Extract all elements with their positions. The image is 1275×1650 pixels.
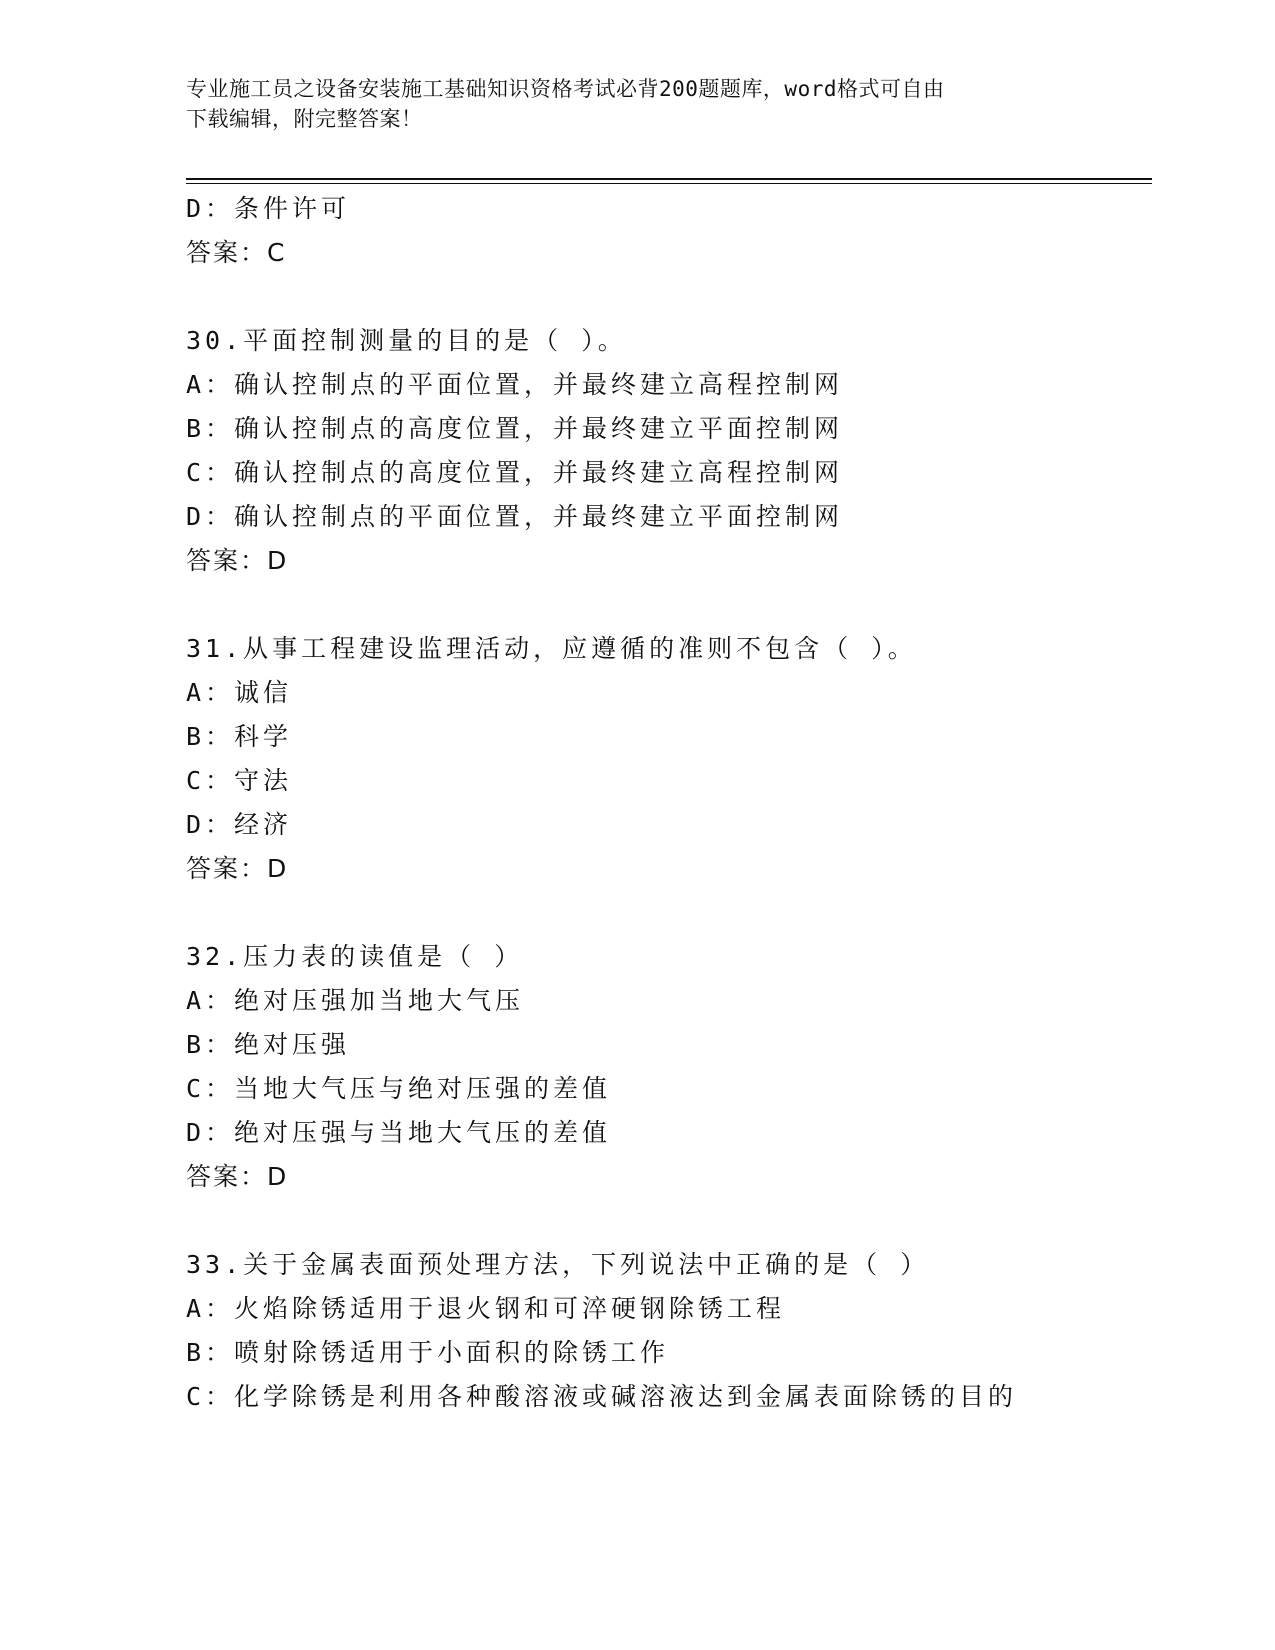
header-divider-thin — [186, 183, 1152, 184]
answer-value: C — [267, 238, 285, 267]
question-31-option-b: B：科学 — [186, 722, 293, 751]
question-30-answer — [186, 545, 286, 577]
question-31-stem: 31.从事工程建设监理活动，应遵循的准则不包含（ ）。 — [186, 634, 917, 663]
question-31-answer — [186, 853, 286, 885]
question-30-option-b: B：确认控制点的高度位置，并最终建立平面控制网 — [186, 414, 844, 443]
question-32-option-a: A：绝对压强加当地大气压 — [186, 986, 525, 1015]
prev-option-d: D：条件许可 — [186, 194, 351, 223]
question-30-option-c: C：确认控制点的高度位置，并最终建立高程控制网 — [186, 458, 844, 487]
answer-label: 答案： — [186, 1162, 268, 1191]
question-32-option-c: C：当地大气压与绝对压强的差值 — [186, 1074, 612, 1103]
question-31-option-c: C：守法 — [186, 766, 293, 795]
question-31-option-a: A：诚信 — [186, 678, 293, 707]
question-32-stem: 32.压力表的读值是（ ） — [186, 942, 524, 971]
question-32-option-b: B：绝对压强 — [186, 1030, 351, 1059]
question-30-stem: 30.平面控制测量的目的是（ ）。 — [186, 326, 627, 355]
question-31-option-d: D：经济 — [186, 810, 293, 839]
answer-value: D — [267, 546, 287, 575]
answer-label: 答案： — [186, 854, 268, 883]
question-33-option-a: A：火焰除锈适用于退火钢和可淬硬钢除锈工程 — [186, 1294, 786, 1323]
answer-value: D — [267, 1162, 287, 1191]
question-30-option-d: D：确认控制点的平面位置，并最终建立平面控制网 — [186, 502, 844, 531]
question-33-stem: 33.关于金属表面预处理方法，下列说法中正确的是（ ） — [186, 1250, 930, 1279]
question-33-option-c: C：化学除锈是利用各种酸溶液或碱溶液达到金属表面除锈的目的 — [186, 1382, 1018, 1411]
question-33-option-b: B：喷射除锈适用于小面积的除锈工作 — [186, 1338, 670, 1367]
question-30-option-a: A：确认控制点的平面位置，并最终建立高程控制网 — [186, 370, 844, 399]
document-header — [186, 74, 1086, 134]
question-32-answer — [186, 1161, 286, 1193]
answer-value: D — [267, 854, 287, 883]
answer-label: 答案： — [186, 238, 268, 267]
header-title-line-2: 下载编辑，附完整答案！ — [186, 107, 423, 131]
header-title-line-1: 专业施工员之设备安装施工基础知识资格考试必背200题题库，word格式可自由 — [186, 77, 945, 101]
question-32-option-d: D：绝对压强与当地大气压的差值 — [186, 1118, 612, 1147]
answer-label: 答案： — [186, 546, 268, 575]
prev-answer — [186, 237, 284, 269]
header-divider-thick — [186, 178, 1152, 180]
